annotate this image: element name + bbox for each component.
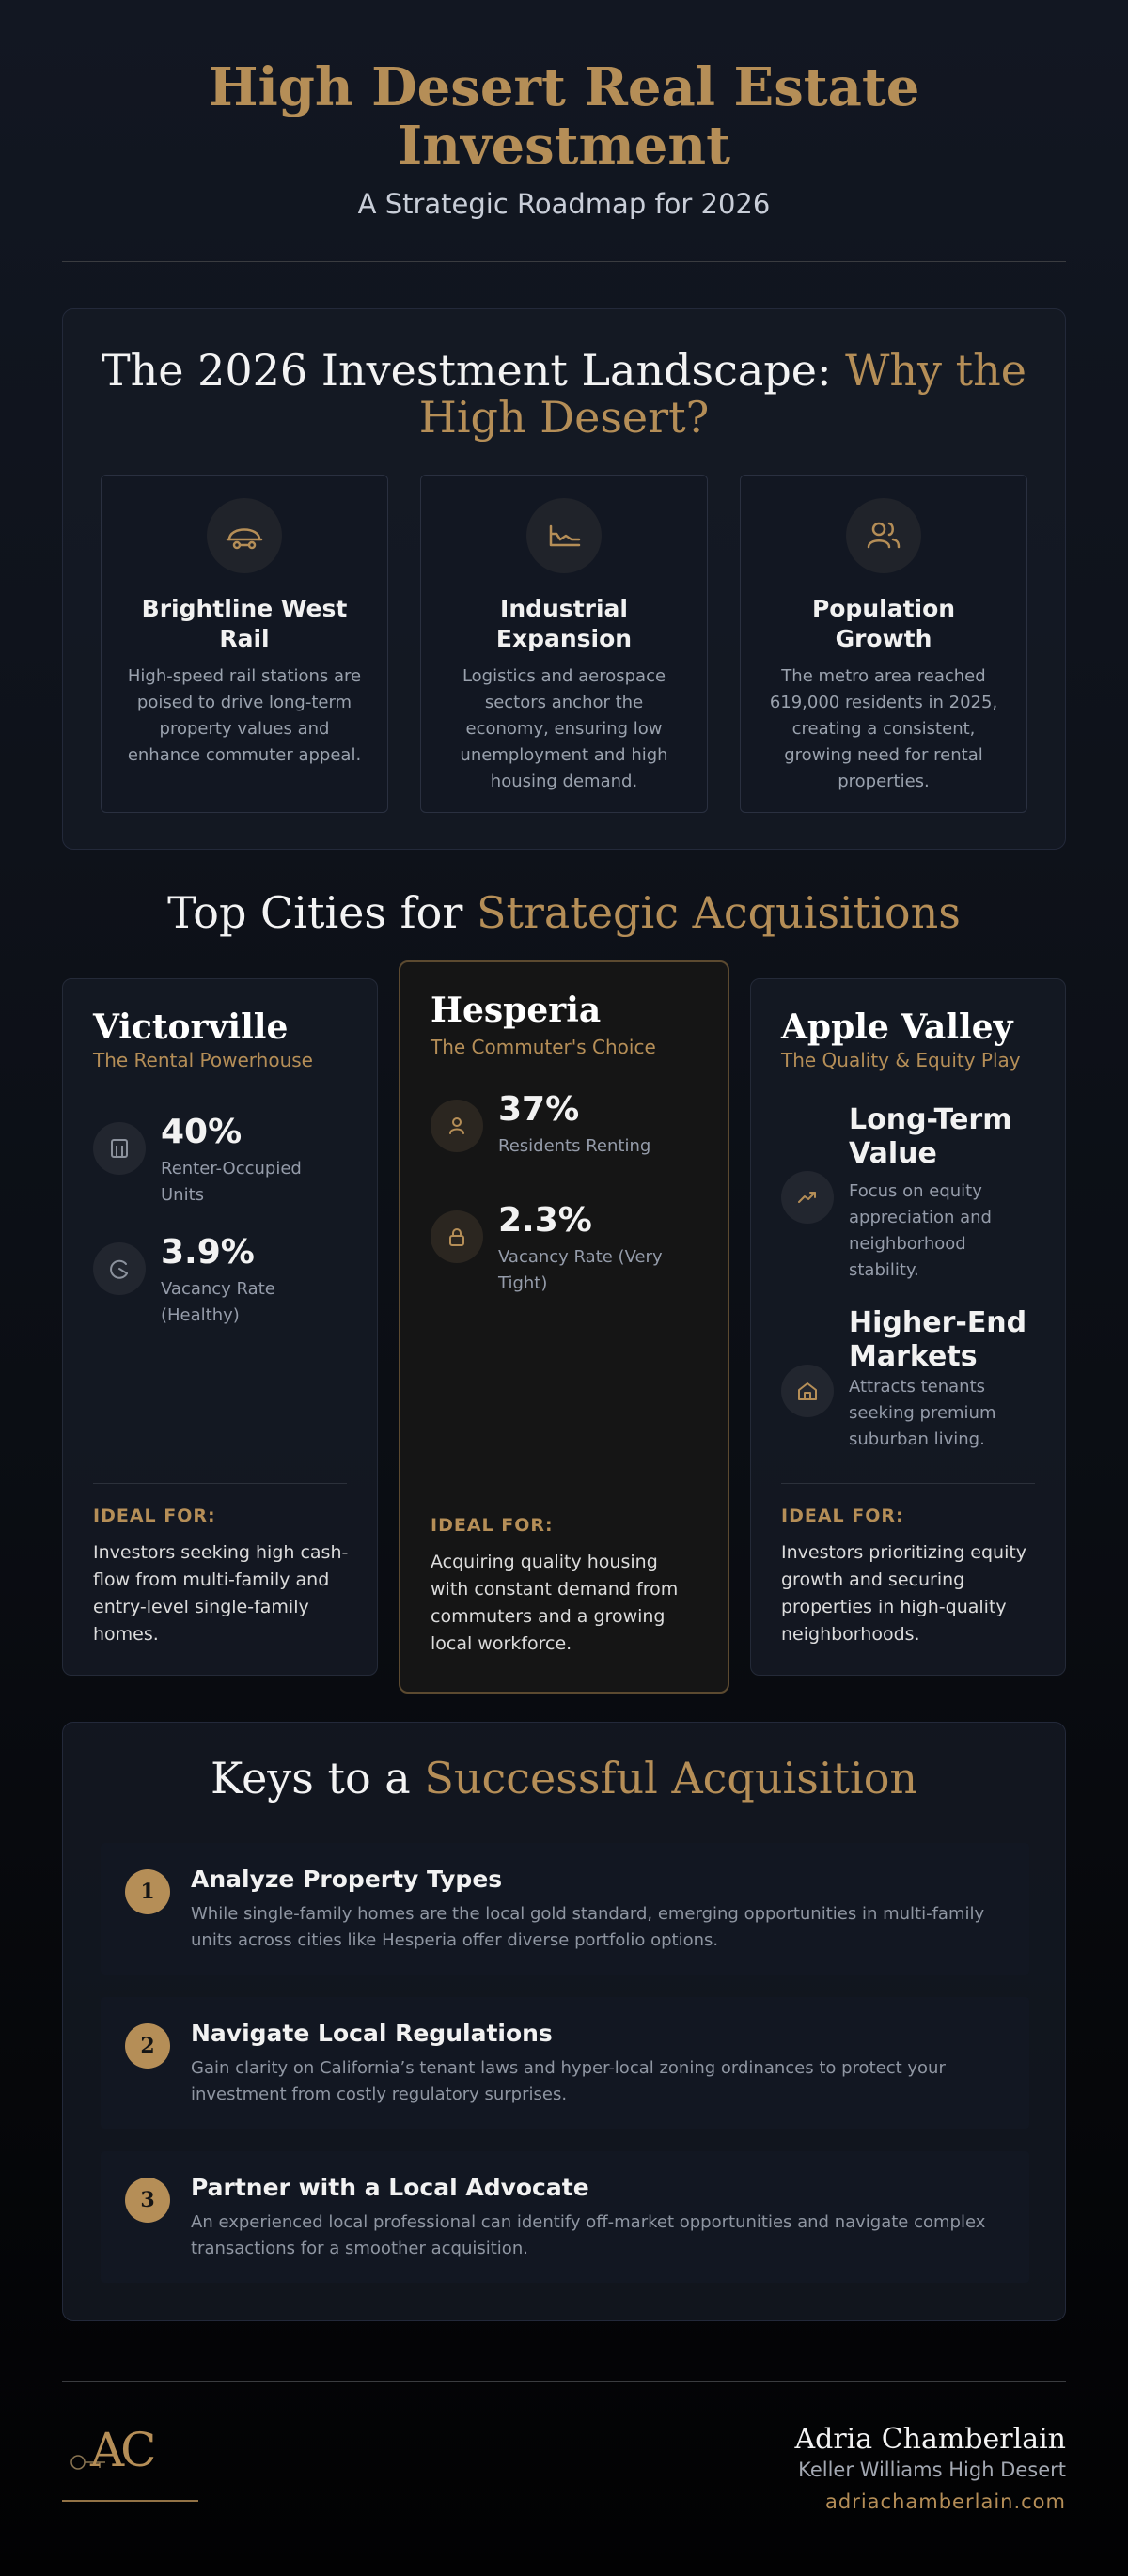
stat-value: 2.3%	[498, 1201, 592, 1240]
company-logo	[62, 2423, 198, 2507]
title-line-1: High Desert Real Estate	[208, 56, 920, 118]
agent-name: Adria Chamberlain	[794, 2423, 1066, 2456]
step-title: Partner with a Local Advocate	[191, 2174, 589, 2201]
logo-underline	[62, 2500, 198, 2502]
city-name: Victorville	[93, 1007, 289, 1047]
footer-divider	[62, 2381, 1066, 2382]
stat-label: Renter-Occupied Units	[161, 1159, 302, 1205]
city-name: Apple Valley	[781, 1007, 1013, 1047]
city-tagline: The Rental Powerhouse	[93, 1049, 313, 1071]
step-3	[101, 2151, 1029, 2283]
step-number: 2	[125, 2023, 170, 2069]
stat-residents-renting	[431, 1090, 709, 1175]
ideal-text: Acquiring quality housing with constant demand from commuters and a growing local workforce.	[431, 1552, 679, 1654]
trend-up-icon	[781, 1171, 834, 1224]
feature-text: Logistics and aerospace sectors anchor the economy, ensuring low unemployment and high housing demand.	[460, 666, 668, 791]
users-icon	[846, 498, 921, 573]
step-number: 1	[125, 1869, 170, 1914]
logo-monogram: AC	[90, 2423, 153, 2477]
building-icon	[93, 1122, 146, 1175]
agent-website-link[interactable]: adriachamberlain.com	[825, 2490, 1066, 2513]
city-tagline: The Quality & Equity Play	[781, 1049, 1021, 1071]
feature-title: Population Growth	[811, 595, 956, 652]
cities-title: Top Cities for Strategic Acquisitions	[167, 887, 961, 938]
stat-label: Attracts tenants seeking premium suburban living.	[849, 1377, 996, 1449]
step-text: An experienced local professional can identify off-market opportunities and navigate complex transactions for a smoother acquisition.	[191, 2212, 986, 2258]
feature-card-rail	[101, 475, 388, 813]
card-divider	[93, 1483, 347, 1484]
stat-vacancy	[93, 1233, 358, 1325]
ideal-label: IDEAL FOR:	[781, 1506, 904, 1526]
city-card-victorville	[62, 978, 378, 1676]
card-divider	[781, 1483, 1035, 1484]
ideal-text: Investors seeking high cash-flow from multi-family and entry-level single-family homes.	[93, 1542, 349, 1645]
feature-title: Brightline West Rail	[141, 595, 348, 652]
stat-higher-end-markets	[781, 1306, 1046, 1466]
city-card-hesperia	[399, 960, 729, 1694]
stat-label: Focus on equity appreciation and neighborhood stability.	[849, 1181, 992, 1280]
ideal-label: IDEAL FOR:	[431, 1515, 554, 1536]
stat-value: 37%	[498, 1090, 580, 1129]
house-icon	[781, 1365, 834, 1417]
step-title: Analyze Property Types	[191, 1866, 503, 1893]
lock-icon	[431, 1210, 483, 1263]
stat-value: Long-Term Value	[849, 1103, 1012, 1170]
person-icon	[431, 1100, 483, 1152]
header-divider	[62, 261, 1066, 262]
step-text: Gain clarity on California’s tenant laws and hyper-local zoning ordinances to protect your investment from costly regulatory surprises.	[191, 2058, 946, 2104]
city-card-apple-valley	[750, 978, 1066, 1676]
stat-label: Vacancy Rate (Healthy)	[161, 1279, 275, 1325]
keys-title: Keys to a Successful Acquisition	[210, 1753, 918, 1803]
stat-value: 40%	[161, 1113, 243, 1151]
stat-long-term-value	[781, 1103, 1046, 1282]
city-name: Hesperia	[431, 991, 602, 1030]
step-1	[101, 1843, 1029, 1975]
stat-label: Residents Renting	[498, 1136, 651, 1156]
title-line-2: Investment	[398, 115, 730, 177]
agent-company: Keller Williams High Desert	[798, 2459, 1066, 2481]
feature-text: The metro area reached 619,000 residents in 2025, creating a consistent, growing need for rental properties.	[769, 666, 998, 791]
feature-card-industrial	[420, 475, 708, 813]
factory-icon	[526, 498, 602, 573]
stat-renter-occupied	[93, 1113, 358, 1205]
step-text: While single-family homes are the local gold standard, emerging opportunities in multi-family units across cities like Hesperia offer diverse portfolio options.	[191, 1904, 985, 1950]
ideal-label: IDEAL FOR:	[93, 1506, 216, 1526]
stat-value: 3.9%	[161, 1233, 255, 1272]
feature-title: Industrial Expansion	[495, 595, 633, 652]
ideal-text: Investors prioritizing equity growth and securing properties in high-quality neighborhoods.	[781, 1542, 1027, 1645]
stat-value: Higher-End Markets	[849, 1306, 1027, 1373]
landscape-section	[62, 308, 1066, 850]
step-title: Navigate Local Regulations	[191, 2020, 553, 2047]
landscape-title: The 2026 Investment Landscape: Why the High Desert?	[101, 345, 1026, 443]
keys-section	[62, 1722, 1066, 2321]
feature-text: High-speed rail stations are poised to drive long-term property values and enhance commuter appeal.	[127, 666, 362, 765]
page-title	[0, 58, 1128, 175]
step-number: 3	[125, 2178, 170, 2223]
percent-dial-icon	[93, 1242, 146, 1295]
stat-vacancy	[431, 1201, 709, 1293]
step-2	[101, 1997, 1029, 2129]
page-header	[0, 58, 1128, 220]
page-subtitle: A Strategic Roadmap for 2026	[357, 188, 771, 220]
stat-label: Vacancy Rate (Very Tight)	[498, 1247, 663, 1293]
feature-card-population	[740, 475, 1027, 813]
city-tagline: The Commuter's Choice	[431, 1036, 656, 1058]
train-icon	[207, 498, 282, 573]
